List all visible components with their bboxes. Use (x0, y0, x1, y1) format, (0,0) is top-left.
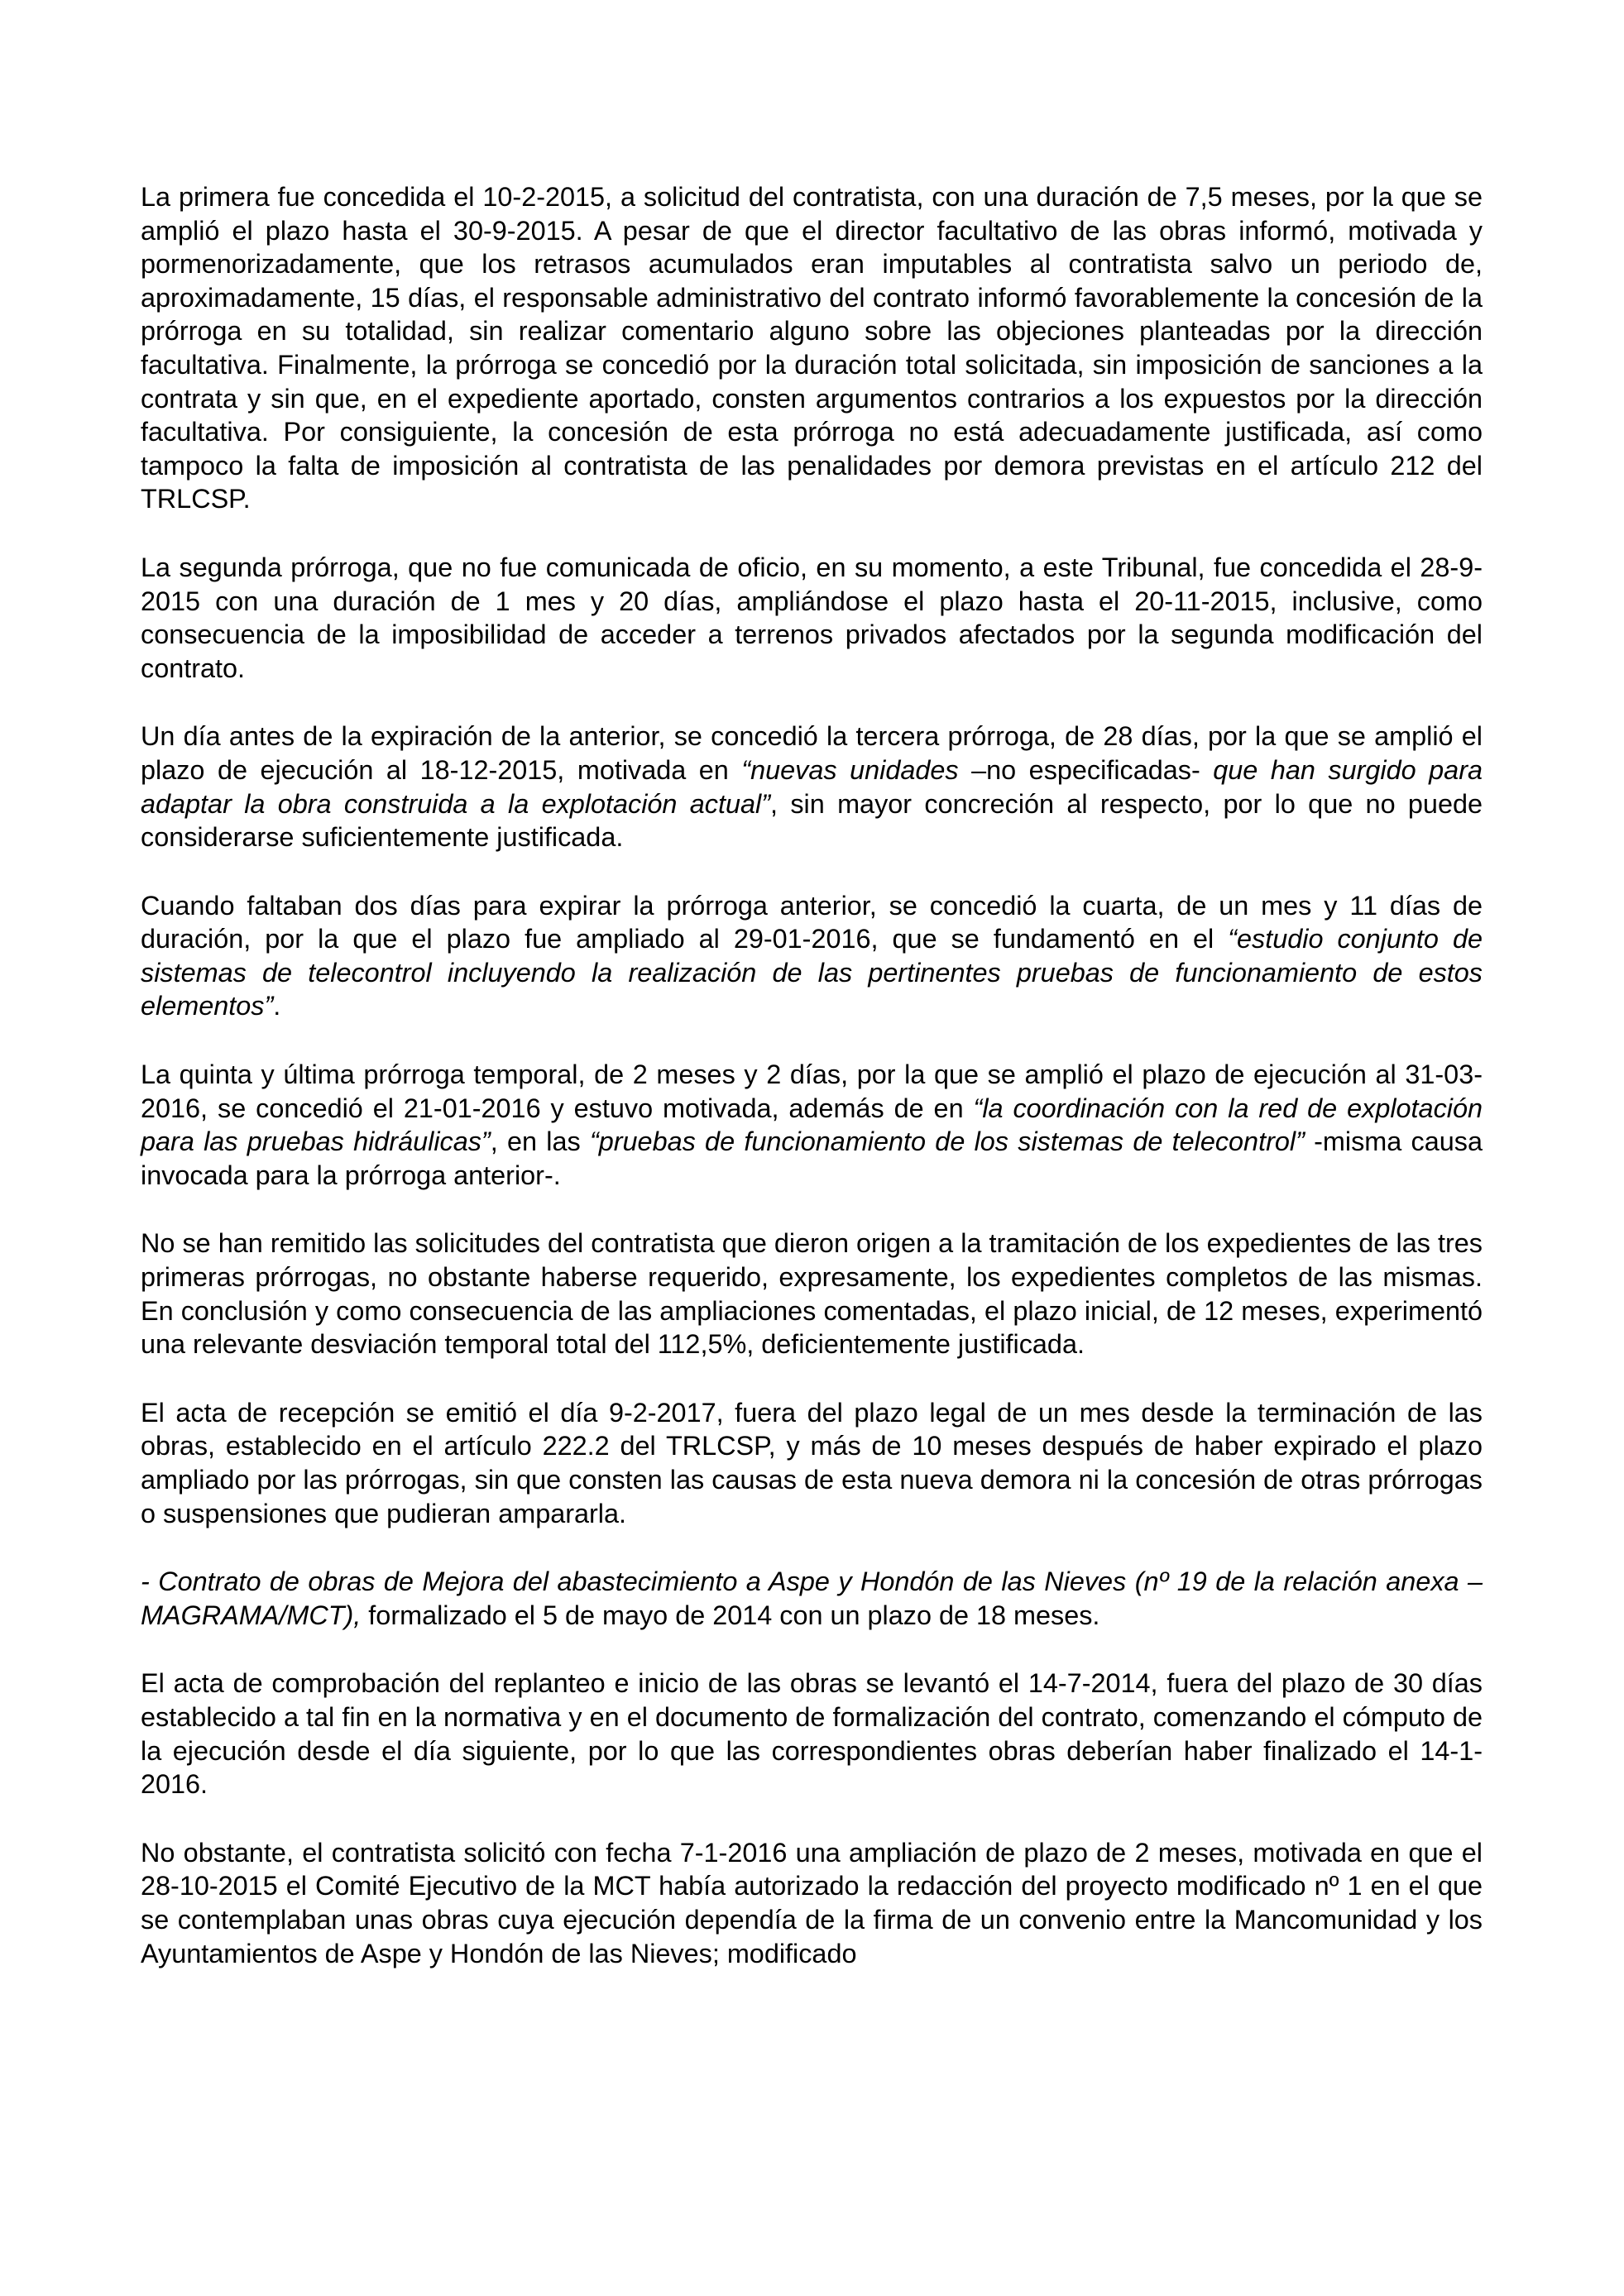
text-run: La quinta y última prórroga temporal, de 2 meses y 2 días, por la que se amplió el plazo de ejecución al 31-03-2016, se concedió el 21-01-2016 y estuvo motivada, además de en (141, 1060, 1483, 1123)
text-run: . (273, 991, 281, 1021)
paragraph (141, 1667, 1483, 1801)
document-body (141, 180, 1483, 1970)
italic-text: - Contrato de obras de Mejora del abastecimiento a Aspe y Hondón de las Nieves (nº 19 de la relación anexa – MAGRAMA/MCT), (141, 1567, 1483, 1630)
italic-text: “pruebas de funcionamiento de los sistemas de telecontrol” (589, 1126, 1305, 1157)
italic-text: “estudio conjunto de sistemas de telecontrol incluyendo la realización de las pertinentes pruebas de funcionamiento de estos elementos” (141, 924, 1483, 1021)
text-run: El acta de comprobación del replanteo e inicio de las obras se levantó el 14-7-2014, fuera del plazo de 30 días establecido a tal fin en la normativa y en el documento de formalización del contrato, comenzando el cómputo de la ejecución desde el día siguiente, por lo que las correspondientes obras deberían haber finalizado el 14-1-2016. (141, 1668, 1483, 1800)
paragraph (141, 1396, 1483, 1530)
text-run: Cuando faltaban dos días para expirar la prórroga anterior, se concedió la cuarta, de un mes y 11 días de duración, por la que el plazo fue ampliado al 29-01-2016, que se fundamentó en el (141, 890, 1483, 954)
paragraph (141, 889, 1483, 1023)
text-run: , sin mayor concreción al respecto, por lo que no puede considerarse suficientemente justificada. (141, 788, 1483, 853)
paragraph (141, 551, 1483, 685)
paragraph (141, 720, 1483, 854)
text-run: No obstante, el contratista solicitó con fecha 7-1-2016 una ampliación de plazo de 2 meses, motivada en que el 28-10-2015 el Comité Ejecutivo de la MCT había autorizado la redacción del proyecto modificado nº 1 en el que se contemplaban unas obras cuya ejecución dependía de la firma de un convenio entre la Mancomunidad y los Ayuntamientos de Aspe y Hondón de las Nieves; modificado (141, 1837, 1483, 1968)
text-run: No se han remitido las solicitudes del contratista que dieron origen a la tramitación de los expedientes de las tres primeras prórrogas, no obstante haberse requerido, expresamente, los expedientes completos de las mismas. En conclusión y como consecuencia de las ampliaciones comentadas, el plazo inicial, de 12 meses, experimentó una relevante desviación temporal total del 112,5%, deficientemente justificada. (141, 1228, 1483, 1360)
paragraph (141, 1227, 1483, 1361)
text-run: La segunda prórroga, que no fue comunicada de oficio, en su momento, a este Tribunal, fue concedida el 28-9-2015 con una duración de 1 mes y 20 días, ampliándose el plazo hasta el 20-11-2015, inclusive, como consecuencia de la imposibilidad de acceder a terrenos privados afectados por la segunda modificación del contrato. (141, 552, 1483, 683)
text-run: El acta de recepción se emitió el día 9-2-2017, fuera del plazo legal de un mes desde la terminación de las obras, establecido en el artículo 222.2 del TRLCSP, y más de 10 meses después de haber expirado el plazo ampliado por las prórrogas, sin que consten las causas de esta nueva demora ni la concesión de otras prórrogas o suspensiones que pudieran ampararla. (141, 1397, 1483, 1528)
text-run: , en las (490, 1126, 590, 1157)
text-run: La primera fue concedida el 10-2-2015, a solicitud del contratista, con una duración de 7,5 meses, por la que se amplió el plazo hasta el 30-9-2015. A pesar de que el director facultativo de las obras informó, motivada y pormenorizadamente, que los retrasos acumulados eran imputables al contratista salvo un periodo de, aproximadamente, 15 días, el responsable administrativo del contrato informó favorablemente la concesión de la prórroga en su totalidad, sin realizar comentario alguno sobre las objeciones planteadas por la dirección facultativa. Finalmente, la prórroga se concedió por la duración total solicitada, sin imposición de sanciones a la contrata y sin que, en el expediente aportado, consten argumentos contrarios a los expuestos por la dirección facultativa. Por consiguiente, la concesión de esta prórroga no está adecuadamente justificada, así como tampoco la falta de imposición al contratista de las penalidades por demora previstas en el artículo 212 del TRLCSP. (141, 182, 1483, 514)
paragraph (141, 180, 1483, 516)
text-run: Un día antes de la expiración de la anterior, se concedió la tercera prórroga, de 28 días, por la que se amplió el plazo de ejecución al 18-12-2015, motivada en (141, 721, 1483, 785)
italic-text: “la coordinación con la red de explotación para las pruebas hidráulicas” (141, 1093, 1483, 1157)
text-run: –no especificadas- (958, 754, 1214, 785)
paragraph (141, 1836, 1483, 1970)
italic-text: “nuevas unidades (741, 754, 959, 785)
text-run: -misma causa invocada para la prórroga anterior-. (141, 1126, 1483, 1190)
paragraph (141, 1565, 1483, 1632)
italic-text: que han surgido para adaptar la obra construida a la explotación actual” (141, 754, 1483, 819)
text-run: formalizado el 5 de mayo de 2014 con un plazo de 18 meses. (361, 1600, 1100, 1630)
paragraph (141, 1058, 1483, 1192)
